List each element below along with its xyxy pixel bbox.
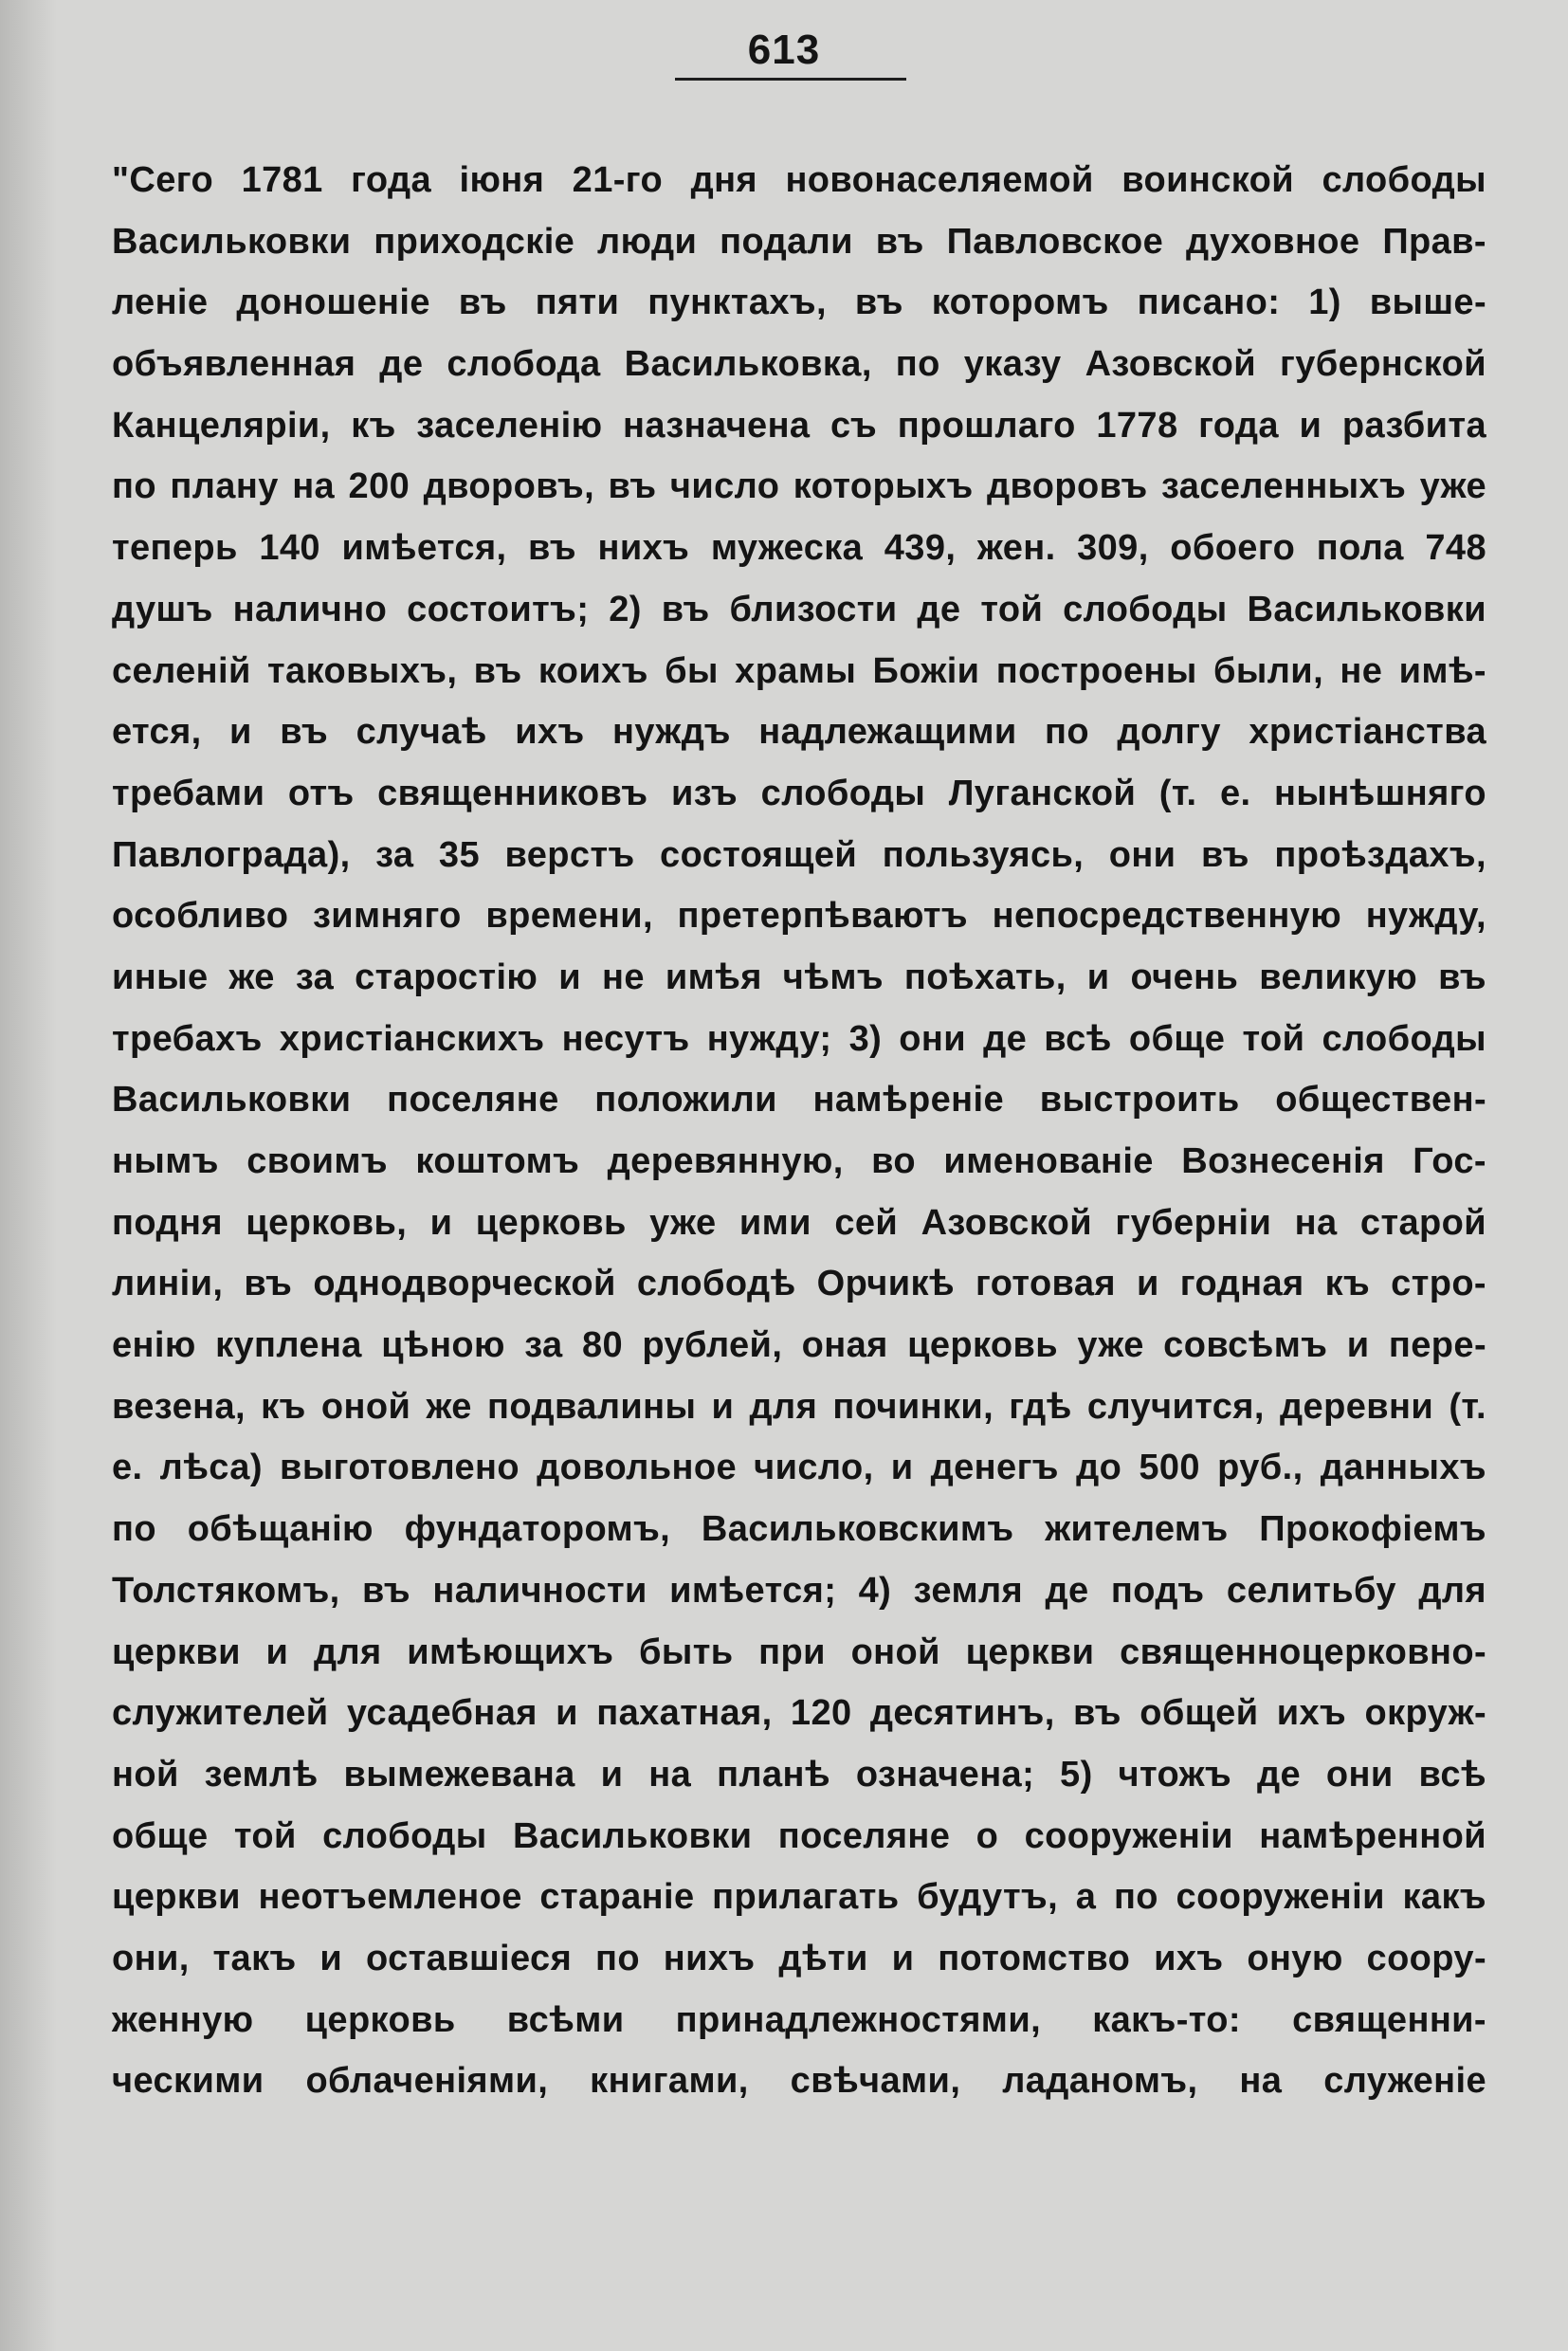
body-text <box>112 150 1486 2112</box>
text-line: Толстякомъ, въ наличности имѣется; 4) земля де подъ селитьбу для <box>112 1570 1486 1611</box>
text-line: церкви неотъемленое стараніе прилагать будутъ, а по сооруженіи какъ <box>112 1877 1486 1918</box>
page-number: 613 <box>747 27 821 73</box>
page-edge-shadow <box>0 0 57 2351</box>
page-number-rule <box>675 78 906 81</box>
text-line: требахъ христіанскихъ несутъ нужду; 3) они де всѣ обще той слободы <box>112 1018 1486 1059</box>
text-line: особливо зимняго времени, претерпѣваютъ непосредственную нужду, <box>112 896 1486 937</box>
text-line: везена, къ оной же подвалины и для починки, гдѣ случится, деревни (т. <box>112 1386 1486 1427</box>
text-line: ется, и въ случаѣ ихъ нуждъ надлежащими по долгу христіанства <box>112 712 1486 753</box>
text-line: "Сего 1781 года іюня 21-го дня новонаселяемой воинской слободы <box>112 160 1486 200</box>
text-line: леніе доношеніе въ пяти пунктахъ, въ которомъ писано: 1) выше- <box>112 282 1486 323</box>
text-line: иные же за старостію и не имѣя чѣмъ поѣхать, и очень великую въ <box>112 957 1486 997</box>
text-line: обще той слободы Васильковки поселяне о сооруженіи намѣренной <box>112 1815 1486 1856</box>
text-line: объявленная де слобода Васильковка, по указу Азовской губернской <box>112 344 1486 385</box>
text-line: е. лѣса) выготовлено довольное число, и денегъ до 500 руб., данныхъ <box>112 1448 1486 1488</box>
text-line: Васильковки приходскіе люди подали въ Павловское духовное Прав- <box>112 221 1486 262</box>
text-line: селеній таковыхъ, въ коихъ бы храмы Божіи построены были, не имѣ- <box>112 650 1486 691</box>
text-line: линіи, въ однодворческой слободѣ Орчикѣ готовая и годная къ стро- <box>112 1264 1486 1304</box>
text-line: служителей усадебная и пахатная, 120 десятинъ, въ общей ихъ окруж- <box>112 1693 1486 1734</box>
text-line: Васильковки поселяне положили намѣреніе выстроить обществен- <box>112 1080 1486 1121</box>
text-line: по плану на 200 дворовъ, въ число которыхъ дворовъ заселенныхъ уже <box>112 466 1486 507</box>
text-line: они, такъ и оставшіеся по нихъ дѣти и потомство ихъ оную соору- <box>112 1938 1486 1978</box>
text-line: требами отъ священниковъ изъ слободы Луганской (т. е. нынѣшняго <box>112 773 1486 813</box>
text-line: подня церковь, и церковь уже ими сей Азовской губерніи на старой <box>112 1202 1486 1243</box>
text-line: теперь 140 имѣется, въ нихъ мужеска 439, жен. 309, обоего пола 748 <box>112 528 1486 569</box>
text-line: енію куплена цѣною за 80 рублей, оная церковь уже совсѣмъ и пере- <box>112 1325 1486 1366</box>
text-line: женную церковь всѣми принадлежностями, какъ-то: священни- <box>112 1999 1486 2040</box>
text-line: церкви и для имѣющихъ быть при оной церкви священноцерковно- <box>112 1631 1486 1672</box>
text-line: душъ налично состоитъ; 2) въ близости де той слободы Васильковки <box>112 589 1486 629</box>
text-line: Павлограда), за 35 верстъ состоящей пользуясь, они въ проѣздахъ, <box>112 834 1486 875</box>
text-line: ной землѣ вымежевана и на планѣ означена; 5) чтожъ де они всѣ <box>112 1754 1486 1795</box>
text-line: Канцеляріи, къ заселенію назначена съ прошлаго 1778 года и разбита <box>112 405 1486 446</box>
text-line: по обѣщанію фундаторомъ, Васильковскимъ жителемъ Прокофіемъ <box>112 1509 1486 1550</box>
text-line: ческими облаченіями, книгами, свѣчами, ладаномъ, на служеніе <box>112 2061 1486 2102</box>
text-line: нымъ своимъ коштомъ деревянную, во именованіе Вознесенія Гос- <box>112 1141 1486 1181</box>
